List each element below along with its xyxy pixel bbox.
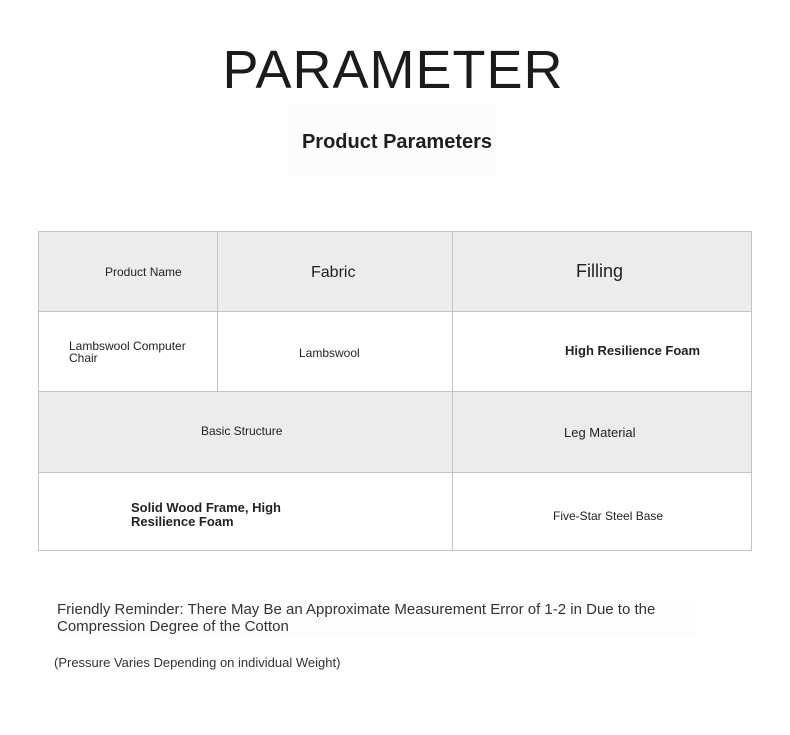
cell-product-name-label — [39, 232, 217, 312]
cell-leg-material-label — [452, 391, 751, 472]
product-name-value: Lambswool Computer Chair — [69, 339, 186, 365]
leg-material-label: Leg Material — [564, 425, 636, 440]
product-name-label: Product Name — [105, 265, 182, 279]
leg-material-value: Five-Star Steel Base — [553, 509, 664, 523]
parameter-table — [38, 231, 752, 551]
cell-filling-label — [452, 232, 751, 312]
cell-filling-value — [452, 311, 751, 391]
cell-basic-structure-value — [39, 472, 452, 550]
page-title: PARAMETER — [222, 40, 564, 100]
fabric-label: Fabric — [311, 264, 356, 281]
fabric-value: Lambswool — [299, 346, 360, 360]
cell-product-name-value — [39, 311, 217, 391]
section-subtitle: Product Parameters — [301, 131, 493, 153]
basic-structure-label: Basic Structure — [201, 424, 283, 438]
pressure-note: (Pressure Varies Depending on individual Weight) — [54, 655, 341, 670]
cell-fabric-label — [217, 232, 452, 312]
basic-structure-value: Solid Wood Frame, High Resilience Foam — [131, 500, 281, 529]
filling-label: Filling — [576, 261, 624, 281]
cell-basic-structure-label — [39, 391, 452, 472]
friendly-reminder: Friendly Reminder: There May Be an Approximate Measurement Error of 1-2 in Due to the Compression Degree of the Cotton — [57, 601, 697, 635]
filling-value: High Resilience Foam — [565, 343, 701, 358]
cell-leg-material-value — [452, 472, 751, 550]
cell-fabric-value — [217, 311, 452, 391]
